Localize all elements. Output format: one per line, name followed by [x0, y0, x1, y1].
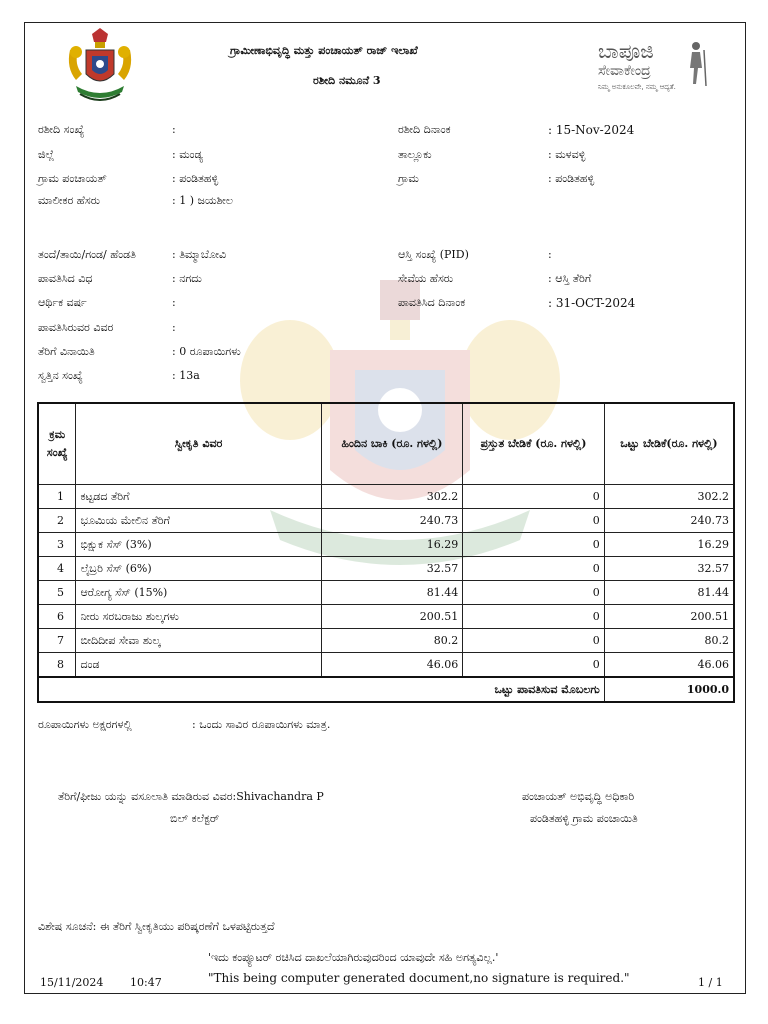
table-row — [38, 533, 734, 557]
table-row — [38, 581, 734, 605]
tax-exemption-value: : 0 ರೂಪಾಯಿಗಳು — [172, 345, 241, 358]
service-name-label: ಸೇವೆಯ ಹೆಸರು — [398, 272, 454, 285]
taluk-label: ತಾಲ್ಲೂಕು — [398, 148, 432, 161]
owner-name-label: ಮಾಲೀಕರ ಹೆಸರು — [38, 194, 101, 207]
row-no: 4 — [38, 557, 76, 581]
row-previous: 240.73 — [321, 509, 463, 533]
row-previous: 80.2 — [321, 629, 463, 653]
receipt-no-value: : — [172, 123, 176, 136]
footer-english-note: "This being computer generated document,no signature is required." — [208, 971, 630, 985]
row-no: 7 — [38, 629, 76, 653]
row-previous: 32.57 — [321, 557, 463, 581]
financial-year-value: : — [172, 296, 176, 309]
row-current: 0 — [463, 629, 605, 653]
parent-spouse-value: : ತಿಮ್ಮಾಬೋವಿ — [172, 248, 227, 261]
payer-details-label: ಪಾವತಿಸಿರುವರ ವಿವರ — [38, 321, 114, 334]
row-current: 0 — [463, 485, 605, 509]
row-description: ನೀರು ಸರಬರಾಜು ಶುಲ್ಕಗಳು — [76, 605, 321, 629]
table-header-row — [38, 403, 734, 485]
payment-mode-label: ಪಾವತಿಸಿದ ವಿಧ — [38, 272, 93, 285]
table-row — [38, 557, 734, 581]
financial-year-label: ಆರ್ಥಿಕ ವರ್ಷ — [38, 296, 87, 309]
officer-title: ಪಂಚಾಯತ್ ಅಭಿವೃದ್ಧಿ ಅಧಿಕಾರಿ — [522, 790, 635, 803]
row-current: 0 — [463, 557, 605, 581]
row-previous: 16.29 — [321, 533, 463, 557]
property-pid-value: : — [548, 248, 552, 261]
row-total: 302.2 — [604, 485, 734, 509]
bapuji-brand: ಬಾಪೂಜಿ — [598, 39, 654, 63]
print-time: 10:47 — [130, 976, 162, 989]
paid-date-label: ಪಾವತಿಸಿದ ದಿನಾಂಕ — [398, 296, 466, 309]
row-total: 32.57 — [604, 557, 734, 581]
district-value: : ಮಂಡ್ಯ — [172, 148, 204, 161]
row-description: ದಂಡ — [76, 653, 321, 678]
paid-date-value: : 31-OCT-2024 — [548, 296, 636, 310]
row-previous: 81.44 — [321, 581, 463, 605]
payer-details-value: : — [172, 321, 176, 334]
header-total-demand: ಒಟ್ಟು ಬೇಡಿಕೆ(ರೂ. ಗಳಲ್ಲಿ) — [604, 403, 734, 485]
print-date: 15/11/2024 — [40, 976, 104, 989]
row-description: ಬೀದಿದೀಪ ಸೇವಾ ಶುಲ್ಕ — [76, 629, 321, 653]
property-pid-label: ಆಸ್ತಿ ಸಂಖ್ಯೆ (PID) — [398, 248, 469, 261]
district-label: ಜಿಲ್ಲೆ — [38, 148, 55, 161]
row-description: ಲೈಬ್ರರಿ ಸೆಸ್ (6%) — [76, 557, 321, 581]
total-row — [38, 677, 734, 702]
row-current: 0 — [463, 509, 605, 533]
header-serial-no: ಕ್ರಮ ಸಂಖ್ಯೆ — [38, 403, 76, 485]
row-total: 81.44 — [604, 581, 734, 605]
village-value: : ಪಂಡಿತಹಳ್ಳಿ — [548, 172, 595, 185]
table-row — [38, 605, 734, 629]
total-value: 1000.0 — [604, 677, 734, 702]
row-no: 1 — [38, 485, 76, 509]
village-label: ಗ್ರಾಮ — [398, 172, 419, 185]
fee-table — [37, 402, 735, 703]
row-description: ಕಟ್ಟಡದ ತೆರಿಗೆ — [76, 485, 321, 509]
property-no-label: ಸ್ವತ್ತಿನ ಸಂಖ್ಯೆ — [38, 369, 83, 382]
row-total: 16.29 — [604, 533, 734, 557]
officer-office: ಪಂಡಿತಹಳ್ಳಿ ಗ್ರಾಮ ಪಂಚಾಯಿತಿ — [530, 812, 638, 825]
row-no: 5 — [38, 581, 76, 605]
row-no: 2 — [38, 509, 76, 533]
payment-mode-value: : ನಗದು — [172, 272, 202, 285]
amount-in-words-label: ರೂಪಾಯಿಗಳು ಅಕ್ಷರಗಳಲ್ಲಿ — [38, 718, 132, 731]
taluk-value: : ಮಳವಳ್ಳಿ — [548, 148, 586, 161]
table-row — [38, 485, 734, 509]
row-total: 200.51 — [604, 605, 734, 629]
collector-details: ತೆರಿಗೆ/ಫೀಜು ಯನ್ನು ವಸೂಲಾತಿ ಮಾಡಿರುವ ವಿವರ:Shivachandra P — [58, 790, 324, 803]
table-row — [38, 653, 734, 678]
row-previous: 302.2 — [321, 485, 463, 509]
department-title: ಗ್ರಾಮೀಣಾಭಿವೃದ್ಧಿ ಮತ್ತು ಪಂಚಾಯತ್ ರಾಜ್ ಇಲಾಖೆ — [230, 44, 418, 57]
bapuji-logo — [598, 40, 676, 92]
row-previous: 200.51 — [321, 605, 463, 629]
receipt-date-value: : 15-Nov-2024 — [548, 123, 635, 137]
form-title: ರಶೀದಿ ನಮೂನೆ 3 — [313, 74, 381, 87]
gram-panchayat-label: ಗ್ರಾಮ ಪಂಚಾಯತ್ — [38, 172, 107, 185]
collector-role: ಬಿಲ್ ಕಲೆಕ್ಟರ್ — [170, 812, 220, 825]
special-note: ವಿಶೇಷ ಸೂಚನೆ: ಈ ತೆರಿಗೆ ಸ್ವೀಕೃತಿಯು ಪರಿಷ್ಕರಣೆಗೆ ಒಳಪಟ್ಟಿರುತ್ತದೆ — [38, 920, 275, 933]
footer-kannada-note: 'ಇದು ಕಂಪ್ಯೂಟರ್ ರಚಿಸಿದ ದಾಖಲೆಯಾಗಿರುವುದರಿಂದ ಯಾವುದೇ ಸಹಿ ಅಗತ್ಯವಿಲ್ಲ.' — [208, 951, 499, 964]
row-no: 3 — [38, 533, 76, 557]
header-description: ಸ್ವೀಕೃತಿ ವಿವರ — [76, 403, 321, 485]
table-row — [38, 629, 734, 653]
row-current: 0 — [463, 605, 605, 629]
bapuji-tagline: ನಿಮ್ಮ ಅನುಕೂಲವೇ, ನಮ್ಮ ಆದ್ಯತೆ. — [598, 83, 676, 91]
row-total: 80.2 — [604, 629, 734, 653]
karnataka-emblem-logo — [62, 28, 138, 108]
row-no: 8 — [38, 653, 76, 678]
row-current: 0 — [463, 533, 605, 557]
row-current: 0 — [463, 653, 605, 678]
row-total: 240.73 — [604, 509, 734, 533]
row-current: 0 — [463, 581, 605, 605]
receipt-no-label: ರಶೀದಿ ಸಂಖ್ಯೆ — [38, 123, 85, 136]
row-no: 6 — [38, 605, 76, 629]
header-previous-balance: ಹಿಂದಿನ ಬಾಕಿ (ರೂ. ಗಳಲ್ಲಿ) — [321, 403, 463, 485]
table-row — [38, 509, 734, 533]
page-number: 1 / 1 — [698, 976, 723, 989]
owner-name-value: : 1 ) ಜಯಶೀಲ — [172, 194, 233, 207]
gandhi-walking-icon — [682, 40, 710, 88]
header-current-demand: ಪ್ರಸ್ತುತ ಬೇಡಿಕೆ (ರೂ. ಗಳಲ್ಲಿ) — [463, 403, 605, 485]
property-no-value: : 13a — [172, 369, 200, 382]
bapuji-sub: ಸೇವಾಕೇಂದ್ರ — [598, 63, 651, 79]
total-label: ಒಟ್ಟು ಪಾವತಿಸುವ ಮೊಬಲಗು — [38, 677, 604, 702]
amount-in-words-value: : ಒಂದು ಸಾವಿರ ರೂಪಾಯಿಗಳು ಮಾತ್ರ. — [192, 718, 331, 731]
row-description: ಭೂಮಿಯ ಮೇಲಿನ ತೆರಿಗೆ — [76, 509, 321, 533]
service-name-value: : ಆಸ್ತಿ ತೆರಿಗೆ — [548, 272, 592, 285]
row-description: ಭಿಕ್ಷುಕ ಸೆಸ್ (3%) — [76, 533, 321, 557]
row-description: ಆರೋಗ್ಯ ಸೆಸ್ (15%) — [76, 581, 321, 605]
gram-panchayat-value: : ಪಂಡಿತಹಳ್ಳಿ — [172, 172, 219, 185]
parent-spouse-label: ತಂದೆ/ತಾಯಿ/ಗಂಡ/ ಹೆಂಡತಿ — [38, 248, 136, 261]
row-total: 46.06 — [604, 653, 734, 678]
row-previous: 46.06 — [321, 653, 463, 678]
tax-exemption-label: ತೆರಿಗೆ ವಿನಾಯಿತಿ — [38, 345, 95, 358]
receipt-date-label: ರಶೀದಿ ದಿನಾಂಕ — [398, 123, 451, 136]
